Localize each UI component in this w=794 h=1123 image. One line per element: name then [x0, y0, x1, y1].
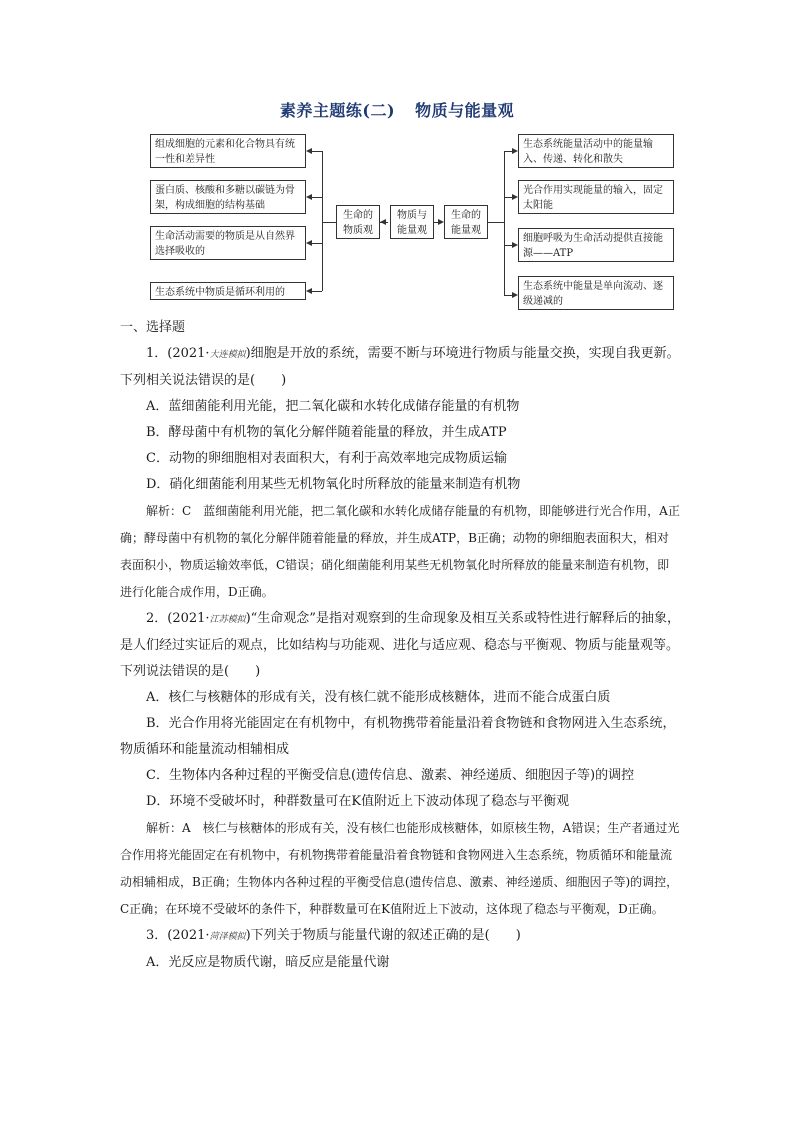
- connector: [312, 151, 322, 152]
- q1-number: 1．(2021·: [146, 346, 210, 361]
- page-title: [0, 98, 794, 121]
- q3-number: 3．(2021·: [146, 928, 210, 943]
- q2-option-d: D．环境不受破坏时，种群数量可在K值附近上下波动体现了稳态与平衡观: [146, 794, 570, 809]
- left-middle-box: 生命的物质观: [336, 205, 380, 239]
- right-box-3: 细胞呼吸为生命活动提供直接能源——ATP: [518, 228, 674, 262]
- left-box-3: 生命活动需要的物质是从自然界选择吸收的: [150, 226, 306, 260]
- connector: [312, 291, 322, 292]
- q1-source: 大连模拟: [209, 350, 246, 360]
- question-2-stem: [120, 606, 680, 685]
- q2-solution: 解析：A 核仁与核糖体的形成有关，没有核仁也能形成核糖体，如原核生物，A错误；生产者通过光合作用将光能固定在有机物中，有机物携带着能量沿着食物链和食物网进入生态系统，物质循环和能量流动相辅相成，B正确；生物体内各种过程的平衡受信息(遗传信息、激素、神经递质、细胞因子等)的调控，C正确；在环境不受破坏的条件下，种群数量可在K值附近上下波动，这体现了稳态与平衡观，D正确。: [120, 821, 680, 916]
- q1-option-b: B．酵母菌中有机物的氧化分解伴随着能量的释放，并生成ATP: [146, 425, 507, 440]
- left-box-2: 蛋白质、核酸和多糖以碳链为骨架，构成细胞的结构基础: [150, 180, 306, 214]
- q2-option-c: C．生物体内各种过程的平衡受信息(遗传信息、激素、神经递质、细胞因子等)的调控: [146, 768, 635, 783]
- connector: [488, 222, 504, 223]
- q1-text: )细胞是开放的系统，需要不断与环境进行物质与能量交换，实现自我更新。下列相关说法错误的是( ): [120, 346, 680, 388]
- left-box-1: 组成细胞的元素和化合物具有统一性和差异性: [150, 134, 306, 168]
- title-sub: 物质与能量观: [415, 101, 515, 120]
- section-heading: 一、选择题: [120, 320, 186, 335]
- arrow-left: [306, 240, 312, 246]
- main-content: [120, 315, 680, 976]
- right-box-2: 光合作用实现能量的输入，固定太阳能: [518, 180, 674, 214]
- q1-option-d: D．硝化细菌能利用某些无机物氧化时所释放的能量来制造有机物: [146, 477, 521, 492]
- connector: [312, 197, 322, 198]
- q2-number: 2．(2021·: [146, 611, 210, 626]
- right-middle-box: 生命的能量观: [444, 205, 488, 239]
- arrow-left: [306, 194, 312, 200]
- arrow-left: [306, 288, 312, 294]
- center-box: 物质与能量观: [390, 205, 434, 239]
- q3-source: 菏泽模拟: [209, 932, 246, 942]
- question-1-stem: [120, 341, 680, 394]
- q2-source: 江苏模拟: [209, 615, 246, 625]
- left-box-4: 生态系统中物质是循环利用的: [150, 282, 306, 300]
- q1-option-a: A．蓝细菌能利用光能，把二氧化碳和水转化成储存能量的有机物: [146, 399, 520, 414]
- right-box-1: 生态系统能量活动中的能量输入、传递、转化和散失: [518, 134, 674, 168]
- title-main: 素养主题练(二): [279, 101, 396, 120]
- right-box-4: 生态系统中能量是单向流动、逐级递减的: [518, 276, 674, 310]
- q1-solution: 解析：C 蓝细菌能利用光能，把二氧化碳和水转化成储存能量的有机物，即能够进行光合作用，A正确；酵母菌中有机物的氧化分解伴随着能量的释放，并生成ATP，B正确；动物的卵细胞表面积大，相对表面积小，物质运输效率低，C错误；硝化细菌能利用某些无机物氧化时所释放的能量来制造有机物，即进行化能合成作用，D正确。: [120, 504, 680, 599]
- connector: [322, 222, 336, 223]
- right-bracket: [504, 151, 505, 295]
- question-3-stem: [120, 923, 680, 950]
- q3-text: )下列关于物质与能量代谢的叙述正确的是( ): [245, 928, 521, 943]
- q2-option-b: B．光合作用将光能固定在有机物中，有机物携带着能量沿着食物链和食物网进入生态系统，物质循环和能量流动相辅相成: [120, 716, 676, 757]
- q2-text: )“生命观念”是指对观察到的生命现象及相互关系或特性进行解释后的抽象，是人们经过实证后的观点，比如结构与功能观、进化与适应观、稳态与平衡观、物质与能量观等。下列说法错误的是( ): [120, 611, 680, 679]
- connector: [312, 243, 322, 244]
- q1-option-c: C．动物的卵细胞相对表面积大，有利于高效率地完成物质运输: [146, 451, 507, 466]
- q2-option-a: A．核仁与核糖体的形成有关，没有核仁就不能形成核糖体，进而不能合成蛋白质: [146, 690, 611, 705]
- arrow-left: [380, 219, 386, 225]
- q3-option-a: A．光反应是物质代谢，暗反应是能量代谢: [146, 955, 390, 970]
- left-bracket: [322, 151, 323, 291]
- concept-diagram: [140, 126, 680, 316]
- arrow-left: [306, 148, 312, 154]
